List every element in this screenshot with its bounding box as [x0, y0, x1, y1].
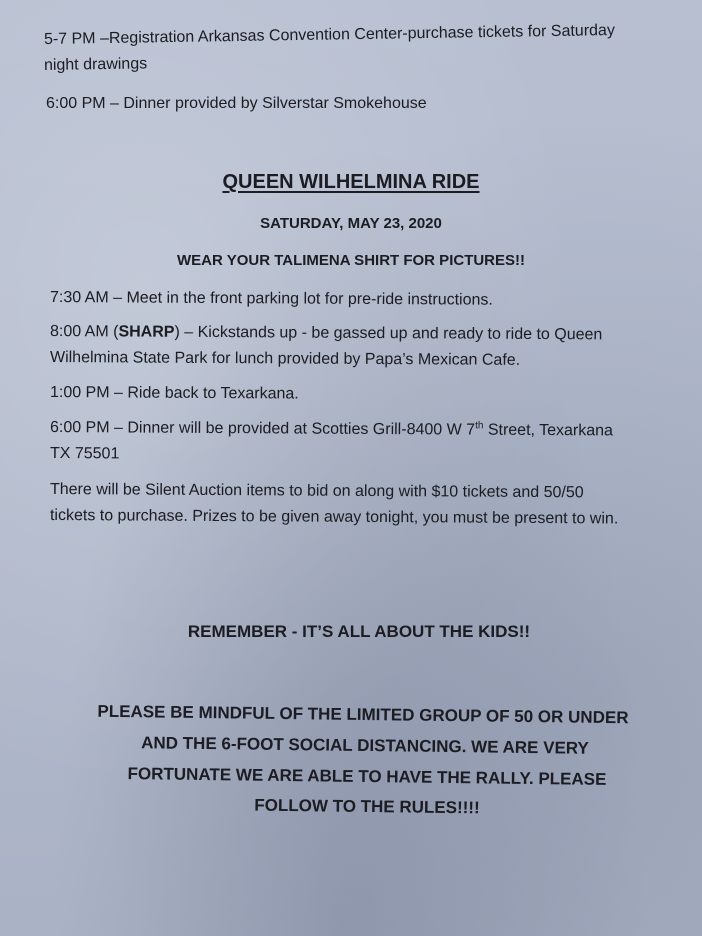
auction-line-continued: tickets to purchase. Prizes to be given away tonight, you must be present to win.	[49, 507, 619, 528]
kickstands-line	[50, 320, 602, 347]
ride-title: QUEEN WILHELMINA RIDE	[222, 171, 480, 193]
registration-line-continued: night drawings	[43, 55, 148, 74]
warning-line-3: FORTUNATE WE ARE ABLE TO HAVE THE RALLY. PLEASE	[127, 764, 607, 789]
saturday-dinner-text: 6:00 PM – Dinner will be provided at Scotties Grill-8400 W 7	[49, 419, 476, 439]
ride-date: SATURDAY, MAY 23, 2020	[260, 215, 442, 232]
warning-line-4: FOLLOW TO THE RULES!!!!	[254, 795, 480, 818]
saturday-dinner-line	[50, 416, 613, 443]
registration-line: 5-7 PM –Registration Arkansas Convention Center-purchase tickets for Saturday	[43, 22, 616, 48]
friday-dinner-line: 6:00 PM – Dinner provided by Silverstar Smokehouse	[46, 95, 427, 112]
remember-note: REMEMBER - IT’S ALL ABOUT THE KIDS!!	[187, 622, 531, 641]
ordinal-suffix: th	[475, 420, 484, 432]
auction-line: There will be Silent Auction items to bid on along with $10 tickets and 50/50	[49, 481, 584, 502]
kickstands-time: 8:00 AM (	[49, 323, 119, 341]
saturday-dinner-line-continued: TX 75501	[49, 445, 120, 463]
kickstands-line-continued: Wilhelmina State Park for lunch provided by Papa’s Mexican Cafe.	[49, 349, 521, 369]
warning-line-1: PLEASE BE MINDFUL OF THE LIMITED GROUP OF 50 OR UNDER	[97, 701, 629, 728]
shirt-note: WEAR YOUR TALIMENA SHIRT FOR PICTURES!!	[176, 252, 526, 269]
ride-back-line: 1:00 PM – Ride back to Texarkana.	[49, 384, 299, 403]
saturday-dinner-street: Street, Texarkana	[483, 421, 614, 440]
meet-line: 7:30 AM – Meet in the front parking lot for pre-ride instructions.	[49, 289, 493, 309]
sharp-emphasis: SHARP	[118, 323, 175, 341]
warning-line-2: AND THE 6-FOOT SOCIAL DISTANCING. WE ARE VERY	[141, 733, 589, 758]
kickstands-text: ) – Kickstands up - be gassed up and ready to ride to Queen	[174, 323, 603, 344]
